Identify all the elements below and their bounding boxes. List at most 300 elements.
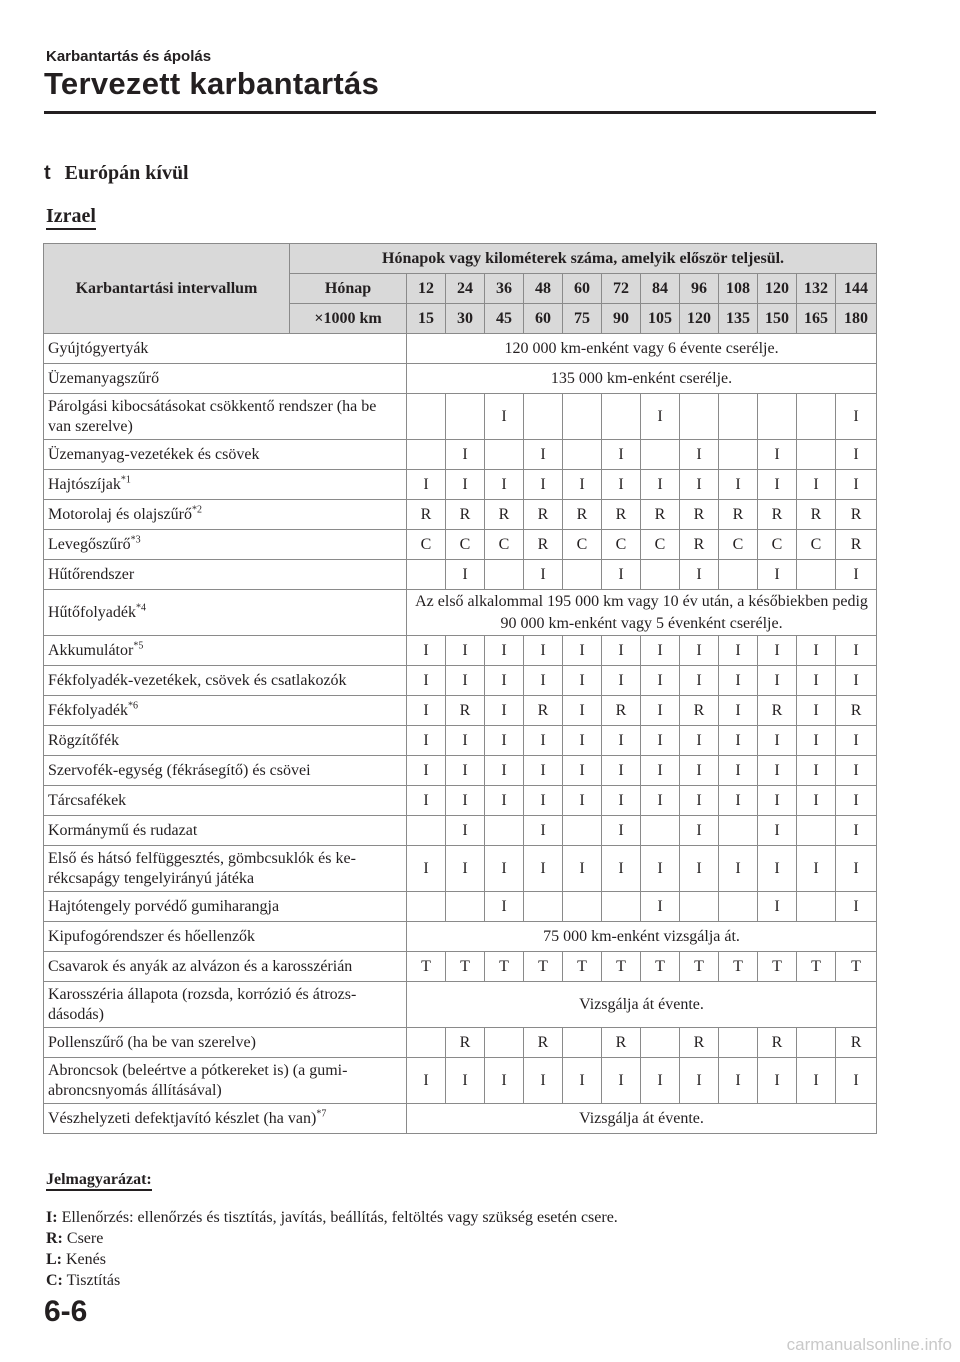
km-header-cell: 45	[485, 304, 524, 334]
schedule-cell	[680, 394, 719, 440]
schedule-cell: I	[524, 560, 563, 590]
schedule-cell: R	[485, 500, 524, 530]
schedule-cell	[524, 394, 563, 440]
page-number: 6-6	[44, 1295, 88, 1328]
item-name: Hűtőrendszer	[48, 565, 135, 583]
schedule-cell: R	[758, 500, 797, 530]
schedule-cell: I	[446, 440, 485, 470]
schedule-cell: I	[407, 846, 446, 892]
schedule-cell: C	[797, 530, 836, 560]
schedule-cell: R	[719, 500, 758, 530]
schedule-cell	[680, 892, 719, 922]
schedule-cell: R	[446, 696, 485, 726]
schedule-cell: I	[446, 666, 485, 696]
schedule-cell: I	[836, 560, 877, 590]
schedule-cell: I	[446, 726, 485, 756]
schedule-cell: T	[758, 952, 797, 982]
item-name: Karosszéria állapota (rozsda, korrózió és átrozsdásodás)	[48, 985, 357, 1023]
schedule-cell: I	[407, 636, 446, 666]
item-name-cell	[44, 666, 407, 696]
schedule-cell: I	[758, 756, 797, 786]
schedule-cell: C	[407, 530, 446, 560]
schedule-cell: I	[524, 786, 563, 816]
schedule-cell: I	[836, 756, 877, 786]
km-label: ×1000 km	[290, 304, 407, 334]
schedule-cell	[797, 892, 836, 922]
schedule-cell: I	[641, 1058, 680, 1104]
item-name-cell	[44, 952, 407, 982]
table-row	[44, 696, 877, 726]
schedule-cell: I	[446, 846, 485, 892]
schedule-cell	[524, 892, 563, 922]
legend-title: Jelmagyarázat:	[46, 1171, 152, 1191]
schedule-cell: I	[485, 696, 524, 726]
schedule-cell	[563, 892, 602, 922]
schedule-cell: I	[758, 470, 797, 500]
item-name-cell	[44, 334, 407, 364]
item-name-cell	[44, 756, 407, 786]
footnote-marker: *2	[191, 504, 202, 516]
month-header-cell: 48	[524, 274, 563, 304]
schedule-cell: I	[446, 560, 485, 590]
schedule-cell: R	[836, 1028, 877, 1058]
schedule-cell	[407, 1028, 446, 1058]
legend-text: Tisztítás	[66, 1272, 121, 1289]
table-row	[44, 1058, 877, 1104]
schedule-cell: R	[446, 1028, 485, 1058]
month-header-cell: 96	[680, 274, 719, 304]
table-row	[44, 394, 877, 440]
table-row	[44, 1028, 877, 1058]
km-header-cell: 150	[758, 304, 797, 334]
item-name: Fékfolyadék-vezetékek, csövek és csatlakozók	[48, 671, 347, 689]
schedule-cell: I	[680, 560, 719, 590]
item-name-cell	[44, 364, 407, 394]
schedule-cell: I	[758, 892, 797, 922]
schedule-cell: I	[758, 666, 797, 696]
schedule-cell: I	[680, 666, 719, 696]
table-row	[44, 560, 877, 590]
schedule-cell: I	[485, 394, 524, 440]
month-header-cell: 120	[758, 274, 797, 304]
schedule-cell: R	[641, 500, 680, 530]
table-row	[44, 500, 877, 530]
schedule-cell: I	[563, 726, 602, 756]
schedule-cell: I	[758, 846, 797, 892]
header-interval: Karbantartási intervallum	[44, 244, 290, 334]
interval-note-cell: 135 000 km-enként cserélje.	[407, 364, 877, 394]
schedule-cell: I	[485, 470, 524, 500]
schedule-cell: T	[485, 952, 524, 982]
schedule-cell: R	[836, 500, 877, 530]
schedule-cell: I	[797, 696, 836, 726]
schedule-cell	[563, 1028, 602, 1058]
schedule-cell	[407, 560, 446, 590]
schedule-cell: T	[836, 952, 877, 982]
km-header-cell: 165	[797, 304, 836, 334]
interval-note-cell: Vizsgálja át évente.	[407, 1104, 877, 1134]
schedule-cell: I	[485, 1058, 524, 1104]
schedule-cell: T	[524, 952, 563, 982]
schedule-cell: I	[563, 1058, 602, 1104]
km-header-cell: 75	[563, 304, 602, 334]
km-header-cell: 180	[836, 304, 877, 334]
schedule-cell	[485, 560, 524, 590]
watermark: carmanualsonline.info	[786, 1335, 952, 1354]
km-header-cell: 15	[407, 304, 446, 334]
schedule-cell: I	[485, 726, 524, 756]
schedule-cell: I	[446, 470, 485, 500]
item-name: Akkumulátor	[48, 641, 134, 659]
month-header-cell: 144	[836, 274, 877, 304]
table-row	[44, 952, 877, 982]
table-row	[44, 892, 877, 922]
footnote-marker: *3	[130, 534, 141, 546]
sub-heading-text: Európán kívül	[64, 162, 189, 184]
schedule-cell: I	[641, 696, 680, 726]
schedule-cell: R	[680, 696, 719, 726]
schedule-cell: I	[836, 892, 877, 922]
schedule-cell: I	[758, 816, 797, 846]
legend-key: L:	[46, 1251, 62, 1268]
item-name: Kormánymű és rudazat	[48, 821, 198, 839]
schedule-cell: R	[407, 500, 446, 530]
schedule-cell: I	[719, 786, 758, 816]
schedule-cell: I	[407, 666, 446, 696]
schedule-cell	[719, 560, 758, 590]
legend-item	[46, 1271, 120, 1291]
item-name: Párolgási kibocsátásokat csökkentő rendszer (ha be van szerelve)	[48, 397, 377, 435]
schedule-cell: I	[641, 756, 680, 786]
item-name-cell	[44, 470, 407, 500]
schedule-cell	[563, 816, 602, 846]
schedule-cell	[719, 1028, 758, 1058]
schedule-cell: I	[524, 756, 563, 786]
footnote-marker: *1	[120, 474, 131, 486]
schedule-cell: I	[446, 636, 485, 666]
item-name: Üzemanyag-vezetékek és csövek	[48, 445, 260, 463]
schedule-cell	[563, 440, 602, 470]
schedule-cell: I	[485, 756, 524, 786]
schedule-cell: I	[836, 846, 877, 892]
schedule-cell: T	[563, 952, 602, 982]
schedule-cell: I	[602, 816, 641, 846]
item-name: Gyújtógyertyák	[48, 339, 149, 357]
schedule-cell: I	[524, 1058, 563, 1104]
item-name: Abroncsok (beleértve a pótkereket is) (a gumiabroncsnyomás állításával)	[48, 1061, 348, 1099]
table-row	[44, 982, 877, 1028]
schedule-cell: I	[680, 756, 719, 786]
schedule-cell: I	[602, 636, 641, 666]
item-name-cell	[44, 786, 407, 816]
schedule-cell: I	[602, 440, 641, 470]
schedule-cell: I	[602, 1058, 641, 1104]
schedule-cell	[719, 892, 758, 922]
schedule-cell: I	[641, 846, 680, 892]
month-header-cell: 12	[407, 274, 446, 304]
schedule-cell: I	[836, 470, 877, 500]
schedule-cell: I	[407, 696, 446, 726]
schedule-cell: I	[719, 696, 758, 726]
schedule-cell: C	[563, 530, 602, 560]
schedule-cell: C	[485, 530, 524, 560]
schedule-cell: R	[602, 1028, 641, 1058]
month-header-cell: 72	[602, 274, 641, 304]
item-name-cell	[44, 440, 407, 470]
schedule-cell: I	[836, 440, 877, 470]
item-name-cell	[44, 1058, 407, 1104]
schedule-cell	[797, 440, 836, 470]
schedule-cell: T	[641, 952, 680, 982]
schedule-cell: I	[719, 666, 758, 696]
item-name: Motorolaj és olajszűrő	[48, 505, 192, 523]
schedule-cell: I	[407, 470, 446, 500]
item-name-cell	[44, 560, 407, 590]
schedule-cell: C	[602, 530, 641, 560]
schedule-cell: C	[719, 530, 758, 560]
item-name: Hajtótengely porvédő gumiharangja	[48, 897, 280, 915]
schedule-cell: R	[758, 1028, 797, 1058]
schedule-cell: C	[446, 530, 485, 560]
sub-heading	[44, 162, 189, 185]
schedule-cell: I	[524, 816, 563, 846]
schedule-cell: R	[836, 530, 877, 560]
schedule-cell: T	[719, 952, 758, 982]
schedule-cell: I	[485, 666, 524, 696]
schedule-cell: I	[797, 1058, 836, 1104]
schedule-cell	[602, 394, 641, 440]
footnote-marker: *4	[135, 602, 146, 614]
schedule-cell: I	[407, 786, 446, 816]
schedule-cell: R	[524, 1028, 563, 1058]
schedule-cell: I	[563, 756, 602, 786]
legend-item	[46, 1229, 103, 1249]
schedule-cell: I	[641, 636, 680, 666]
schedule-cell: I	[836, 816, 877, 846]
month-header-cell: 132	[797, 274, 836, 304]
schedule-cell: I	[524, 440, 563, 470]
item-name: Kipufogórendszer és hőellenzők	[48, 927, 256, 945]
schedule-cell: T	[407, 952, 446, 982]
schedule-cell: I	[602, 726, 641, 756]
schedule-cell: R	[797, 500, 836, 530]
table-row	[44, 470, 877, 500]
legend-item	[46, 1208, 618, 1228]
schedule-cell: I	[524, 666, 563, 696]
schedule-cell	[758, 394, 797, 440]
month-header-cell: 24	[446, 274, 485, 304]
schedule-cell: C	[758, 530, 797, 560]
schedule-cell	[641, 560, 680, 590]
maintenance-table	[43, 243, 877, 1134]
table-row	[44, 636, 877, 666]
schedule-cell: T	[680, 952, 719, 982]
table-row	[44, 590, 877, 636]
item-name-cell	[44, 530, 407, 560]
item-name: Rögzítőfék	[48, 731, 120, 749]
schedule-cell: I	[719, 756, 758, 786]
schedule-cell: I	[485, 892, 524, 922]
schedule-cell	[485, 440, 524, 470]
schedule-cell: I	[680, 726, 719, 756]
schedule-cell: I	[602, 470, 641, 500]
schedule-cell: I	[836, 786, 877, 816]
bullet-icon: t	[44, 162, 51, 184]
schedule-cell: I	[485, 846, 524, 892]
schedule-cell: I	[797, 786, 836, 816]
schedule-cell	[407, 394, 446, 440]
schedule-cell: I	[758, 726, 797, 756]
table-row	[44, 364, 877, 394]
month-header-cell: 36	[485, 274, 524, 304]
legend-key: R:	[46, 1230, 63, 1247]
schedule-cell	[797, 394, 836, 440]
schedule-cell	[563, 560, 602, 590]
schedule-cell: R	[563, 500, 602, 530]
month-header-cell: 60	[563, 274, 602, 304]
schedule-cell: R	[602, 696, 641, 726]
item-name: Hajtószíjak	[48, 475, 121, 493]
schedule-cell	[797, 816, 836, 846]
schedule-cell: I	[524, 726, 563, 756]
table-row	[44, 1104, 877, 1134]
schedule-cell: I	[758, 636, 797, 666]
schedule-cell: I	[485, 786, 524, 816]
schedule-cell	[407, 892, 446, 922]
schedule-cell: I	[680, 846, 719, 892]
schedule-cell: R	[758, 696, 797, 726]
region-heading: Izrael	[46, 205, 96, 230]
schedule-cell: T	[797, 952, 836, 982]
legend-key: I:	[46, 1209, 58, 1226]
schedule-cell: I	[641, 786, 680, 816]
schedule-cell	[446, 892, 485, 922]
schedule-cell: I	[719, 470, 758, 500]
schedule-cell: I	[602, 846, 641, 892]
schedule-cell: I	[524, 636, 563, 666]
schedule-cell: I	[563, 696, 602, 726]
schedule-cell: I	[563, 846, 602, 892]
table-row	[44, 440, 877, 470]
km-header-cell: 120	[680, 304, 719, 334]
months-label: Hónap	[290, 274, 407, 304]
item-name: Fékfolyadék	[48, 701, 128, 719]
schedule-cell: I	[797, 846, 836, 892]
schedule-cell	[485, 816, 524, 846]
item-name: Üzemanyagszűrő	[48, 369, 160, 387]
item-name-cell	[44, 500, 407, 530]
table-row	[44, 334, 877, 364]
schedule-cell: I	[563, 470, 602, 500]
item-name: Első és hátsó felfüggesztés, gömbcsuklók és kerékcsapágy tengelyirányú játéka	[48, 849, 356, 887]
schedule-cell: I	[758, 560, 797, 590]
schedule-cell	[797, 560, 836, 590]
schedule-cell: I	[719, 726, 758, 756]
schedule-cell: I	[641, 892, 680, 922]
schedule-cell: I	[641, 394, 680, 440]
schedule-cell: I	[407, 1058, 446, 1104]
schedule-cell	[719, 440, 758, 470]
item-name-cell	[44, 816, 407, 846]
schedule-cell: I	[680, 1058, 719, 1104]
schedule-cell	[641, 440, 680, 470]
schedule-cell: I	[641, 470, 680, 500]
schedule-cell: I	[602, 756, 641, 786]
item-name-cell	[44, 892, 407, 922]
schedule-cell: I	[680, 470, 719, 500]
item-name-cell	[44, 636, 407, 666]
table-row	[44, 530, 877, 560]
item-name: Levegőszűrő	[48, 535, 131, 553]
km-header-cell: 30	[446, 304, 485, 334]
schedule-cell	[485, 1028, 524, 1058]
schedule-cell: I	[641, 666, 680, 696]
schedule-cell: I	[758, 440, 797, 470]
schedule-cell: I	[446, 816, 485, 846]
schedule-cell	[602, 892, 641, 922]
footnote-marker: *7	[316, 1108, 327, 1120]
schedule-cell: I	[446, 786, 485, 816]
interval-note-cell: Az első alkalommal 195 000 km vagy 10 év után, a későbiekben pedig 90 000 km-enként vagy 5 évenként cserélje.	[407, 590, 877, 636]
item-name-cell	[44, 1104, 407, 1134]
schedule-cell: R	[602, 500, 641, 530]
schedule-cell: I	[446, 1058, 485, 1104]
schedule-cell	[719, 816, 758, 846]
item-name-cell	[44, 696, 407, 726]
schedule-cell: I	[719, 636, 758, 666]
schedule-cell	[446, 394, 485, 440]
item-name-cell	[44, 982, 407, 1028]
schedule-cell: I	[563, 666, 602, 696]
month-header-cell: 84	[641, 274, 680, 304]
schedule-cell: R	[836, 696, 877, 726]
table-row	[44, 922, 877, 952]
table-body	[44, 334, 877, 1134]
schedule-cell: R	[446, 500, 485, 530]
km-header-cell: 60	[524, 304, 563, 334]
schedule-cell	[563, 394, 602, 440]
schedule-cell: R	[524, 696, 563, 726]
legend-text: Kenés	[66, 1251, 106, 1268]
table-row	[44, 726, 877, 756]
schedule-cell: R	[680, 530, 719, 560]
schedule-cell: I	[563, 786, 602, 816]
item-name-cell	[44, 394, 407, 440]
legend-text: Csere	[66, 1230, 104, 1247]
item-name-cell	[44, 922, 407, 952]
item-name-cell	[44, 590, 407, 636]
title-rule	[44, 111, 876, 114]
table-row	[44, 666, 877, 696]
schedule-cell: I	[524, 846, 563, 892]
schedule-cell: R	[524, 530, 563, 560]
schedule-cell: I	[797, 666, 836, 696]
legend-item	[46, 1250, 106, 1270]
schedule-cell: I	[680, 440, 719, 470]
schedule-cell	[407, 816, 446, 846]
schedule-cell: T	[446, 952, 485, 982]
schedule-cell: C	[641, 530, 680, 560]
schedule-cell: I	[836, 394, 877, 440]
schedule-cell	[641, 1028, 680, 1058]
schedule-cell: I	[680, 786, 719, 816]
schedule-cell: I	[797, 636, 836, 666]
table-row	[44, 846, 877, 892]
schedule-cell: I	[602, 786, 641, 816]
schedule-cell: I	[602, 666, 641, 696]
header-top: Hónapok vagy kilométerek száma, amelyik először teljesül.	[290, 244, 877, 274]
schedule-cell: I	[719, 1058, 758, 1104]
